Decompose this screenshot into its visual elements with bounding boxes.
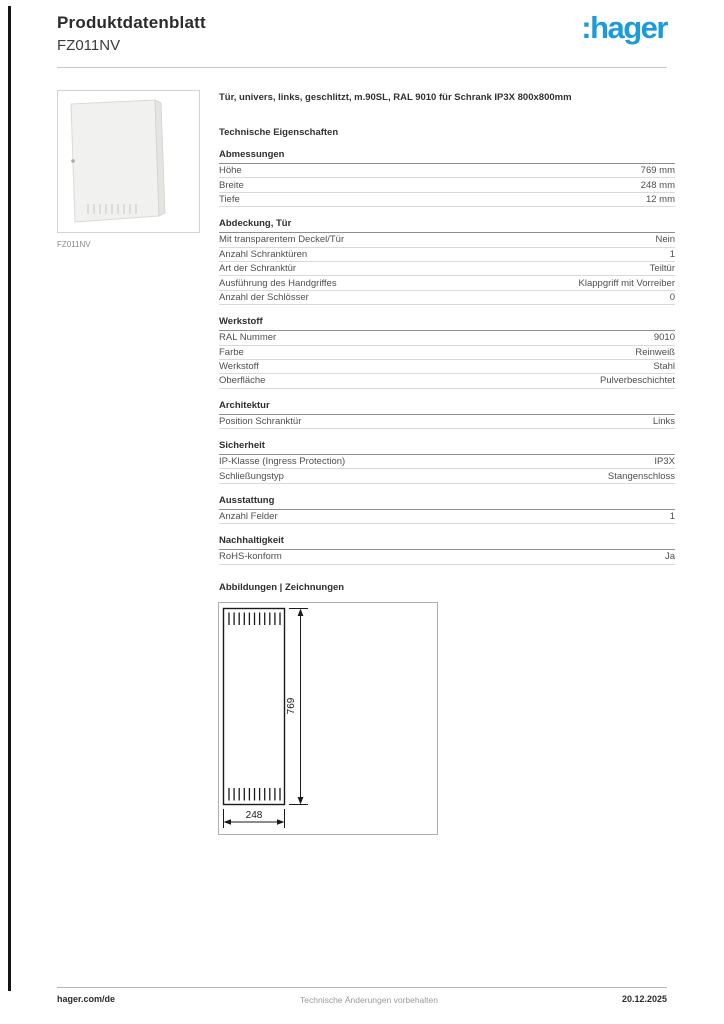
spec-row-label: Anzahl Schranktüren: [219, 248, 308, 260]
spec-row-label: Werkstoff: [219, 361, 259, 373]
drawing-height-label: 769: [286, 697, 297, 715]
footer-disclaimer: Technische Änderungen vorbehalten: [300, 995, 438, 1005]
drawing-width-label: 248: [245, 810, 263, 821]
spec-section-title: Ausstattung: [219, 496, 675, 510]
footer-date: 20.12.2025: [621, 994, 667, 1004]
spec-row: [219, 291, 675, 305]
footer-divider: [57, 987, 667, 988]
spec-section-title: Abdeckung, Tür: [219, 219, 675, 233]
spec-row-label: Schließungstyp: [219, 470, 284, 482]
spec-row: [219, 248, 675, 262]
spec-row-label: Anzahl der Schlösser: [219, 291, 309, 303]
spec-section: [219, 536, 675, 564]
spec-section-title: Architektur: [219, 401, 675, 415]
spec-row: [219, 346, 675, 360]
spec-row-value: 9010: [653, 332, 675, 344]
spec-row-label: RAL Nummer: [219, 332, 277, 344]
spec-row: [219, 331, 675, 345]
spec-row-value: Teiltür: [649, 263, 675, 275]
product-title: Tür, univers, links, geschlitzt, m.90SL, RAL 9010 für Schrank IP3X 800x800mm: [219, 92, 572, 103]
spec-row: [219, 262, 675, 276]
product-code: FZ011NV: [57, 37, 121, 54]
spec-row-label: IP-Klasse (Ingress Protection): [219, 456, 346, 468]
spec-section-title: Abmessungen: [219, 150, 675, 164]
door-photo-graphic: [58, 91, 199, 232]
spec-row: [219, 178, 675, 192]
hager-logo: :hager: [581, 10, 667, 45]
technical-properties-heading: Technische Eigenschaften: [219, 127, 339, 138]
spec-row: [219, 469, 675, 483]
spec-row-value: 248 mm: [640, 179, 675, 191]
spec-row-label: Art der Schranktür: [219, 263, 297, 275]
spec-row: [219, 233, 675, 247]
spec-section-title: Nachhaltigkeit: [219, 536, 675, 550]
spec-section: [219, 441, 675, 484]
spec-row-value: IP3X: [654, 456, 675, 468]
product-image-caption: FZ011NV: [57, 240, 91, 249]
spec-row-label: Breite: [219, 179, 244, 191]
spec-row-value: Nein: [655, 234, 675, 246]
technical-drawing: [218, 602, 438, 835]
spec-row-value: Klappgriff mit Vorreiber: [578, 277, 675, 289]
spec-row: [219, 193, 675, 207]
spec-row-value: Stangenschloss: [607, 470, 675, 482]
footer-website-link[interactable]: hager.com/de: [57, 994, 116, 1004]
spec-section: [219, 150, 675, 207]
spec-section: [219, 401, 675, 429]
spec-row: [219, 360, 675, 374]
spec-row-value: 12 mm: [645, 193, 675, 205]
spec-row-value: Links: [652, 415, 675, 427]
spec-row-label: Mit transparentem Deckel/Tür: [219, 234, 345, 246]
spec-row: [219, 164, 675, 178]
spec-row-value: Ja: [664, 551, 675, 563]
spec-row-label: RoHS-konform: [219, 551, 282, 563]
spec-section-title: Werkstoff: [219, 317, 675, 331]
spec-sections: [219, 150, 675, 577]
spec-row-label: Höhe: [219, 165, 242, 177]
product-image: [57, 90, 200, 233]
spec-row-value: Reinweiß: [635, 346, 675, 358]
spec-row: [219, 510, 675, 524]
document-type-title: Produktdatenblatt: [57, 13, 206, 32]
spec-row-value: 0: [669, 291, 675, 303]
spec-section: [219, 496, 675, 524]
spec-section: [219, 219, 675, 305]
spec-row-label: Tiefe: [219, 193, 240, 205]
page-left-edge-line: [8, 6, 11, 991]
spec-row-value: 769 mm: [640, 165, 675, 177]
spec-row: [219, 415, 675, 429]
spec-row-value: 1: [669, 248, 675, 260]
spec-row: [219, 550, 675, 564]
spec-row-value: Stahl: [653, 361, 675, 373]
spec-section: [219, 317, 675, 389]
spec-row: [219, 374, 675, 388]
spec-row: [219, 276, 675, 290]
spec-row-label: Oberfläche: [219, 375, 266, 387]
dimension-drawing-graphic: [219, 603, 437, 834]
spec-row-label: Farbe: [219, 346, 244, 358]
spec-row-value: 1: [669, 511, 675, 523]
spec-row-value: Pulverbeschichtet: [600, 375, 675, 387]
spec-row-label: Position Schranktür: [219, 415, 302, 427]
spec-row-label: Ausführung des Handgriffes: [219, 277, 337, 289]
drawings-heading: Abbildungen | Zeichnungen: [219, 582, 345, 593]
spec-section-title: Sicherheit: [219, 441, 675, 455]
spec-row: [219, 455, 675, 469]
spec-row-label: Anzahl Felder: [219, 511, 278, 523]
header-divider: [57, 67, 667, 68]
